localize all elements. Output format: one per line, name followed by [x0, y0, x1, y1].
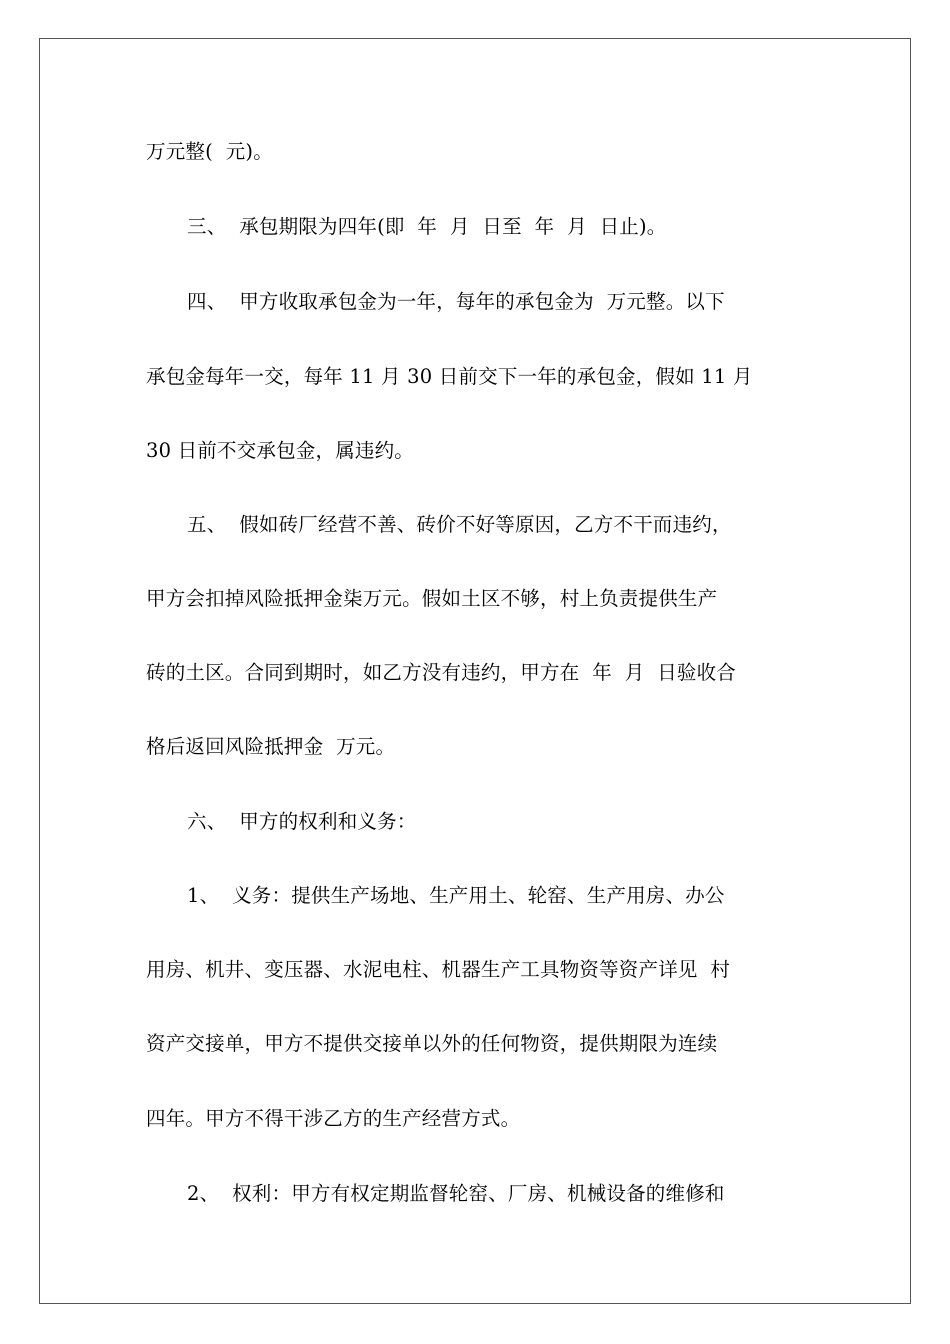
text-line: 格后返回风险抵押金 万元。: [146, 735, 396, 758]
text-line: 用房、机井、变压器、水泥电柱、机器生产工具物资等资产详见 村: [146, 958, 731, 981]
item-two-line: 2、 权利：甲方有权定期监督轮窑、厂房、机械设备的维修和: [187, 1182, 725, 1205]
clause-three-line: 三、 承包期限为四年(即 年 月 日至 年 月 日止)。: [187, 215, 667, 238]
text-line: 30 日前不交承包金，属违约。: [146, 439, 415, 462]
item-one-line: 1、 义务：提供生产场地、生产用土、轮窑、生产用房、办公: [187, 884, 725, 907]
clause-six-heading: 六、 甲方的权利和义务：: [187, 810, 417, 833]
clause-four-line: 四、 甲方收取承包金为一年，每年的承包金为 万元整。以下: [187, 290, 725, 313]
text-line: 四年。甲方不得干涉乙方的生产经营方式。: [146, 1107, 521, 1130]
text-line: 万元整( 元)。: [146, 140, 273, 163]
text-line: 资产交接单，甲方不提供交接单以外的任何物资，提供期限为连续: [146, 1032, 718, 1055]
text-line: 甲方会扣掉风险抵押金柒万元。假如土区不够，村上负责提供生产: [146, 587, 718, 610]
text-line: 承包金每年一交，每年 11 月 30 日前交下一年的承包金，假如 11 月: [146, 365, 753, 388]
text-line: 砖的土区。合同到期时，如乙方没有违约，甲方在 年 月 日验收合: [146, 661, 736, 684]
clause-five-line: 五、 假如砖厂经营不善、砖价不好等原因，乙方不干而违约，: [187, 513, 732, 536]
